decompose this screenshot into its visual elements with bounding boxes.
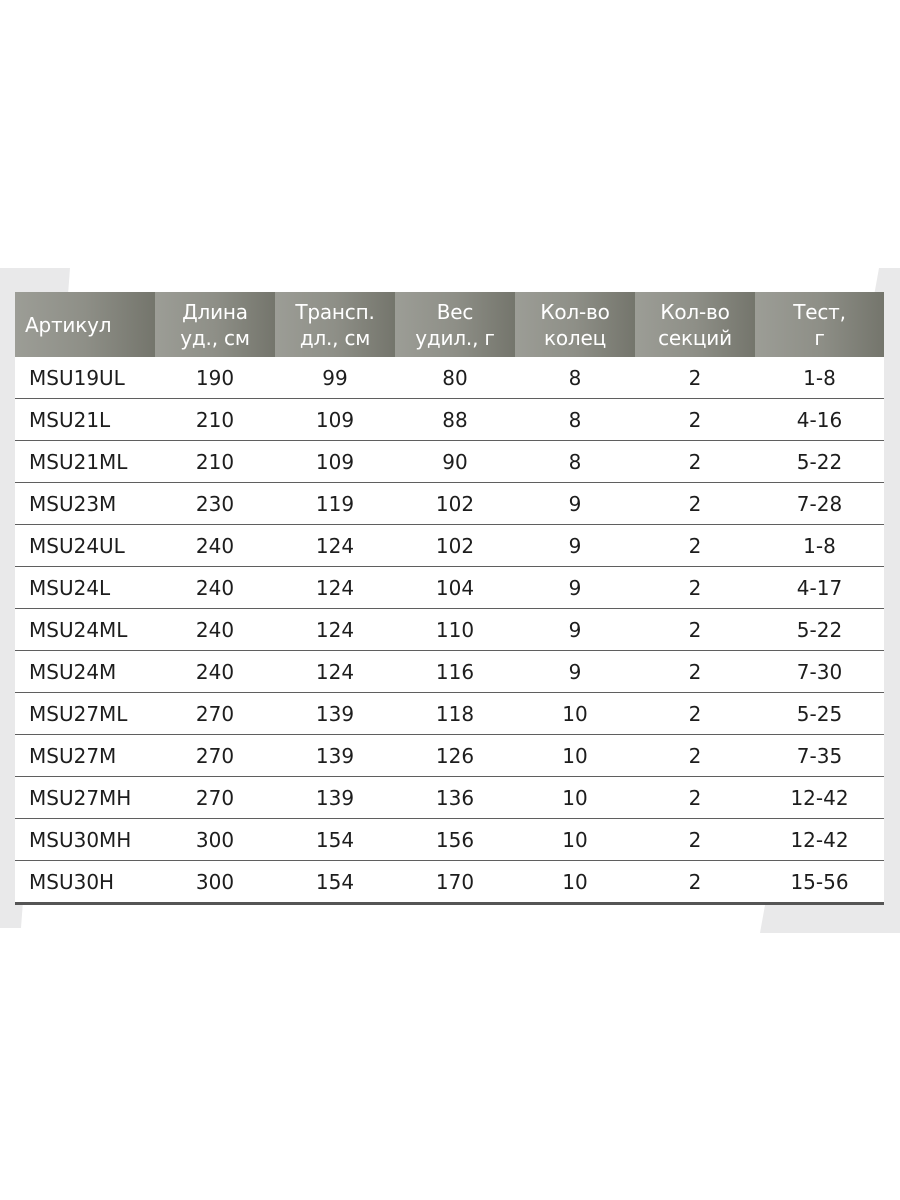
cell-rings: 10	[515, 777, 635, 819]
cell-rings: 10	[515, 861, 635, 904]
cell-transport-length: 124	[275, 525, 395, 567]
cell-test: 15-56	[755, 861, 884, 904]
cell-weight: 80	[395, 357, 515, 399]
cell-rings: 8	[515, 441, 635, 483]
cell-test: 1-8	[755, 525, 884, 567]
cell-article: MSU24M	[15, 651, 155, 693]
cell-rings: 9	[515, 483, 635, 525]
cell-length: 270	[155, 693, 275, 735]
cell-test: 1-8	[755, 357, 884, 399]
cell-length: 190	[155, 357, 275, 399]
cell-transport-length: 154	[275, 861, 395, 904]
cell-length: 240	[155, 567, 275, 609]
cell-weight: 116	[395, 651, 515, 693]
cell-article: MSU24L	[15, 567, 155, 609]
cell-article: MSU27M	[15, 735, 155, 777]
cell-article: MSU24ML	[15, 609, 155, 651]
cell-rings: 8	[515, 399, 635, 441]
header-test: Тест, г	[755, 292, 884, 357]
cell-weight: 102	[395, 483, 515, 525]
cell-weight: 118	[395, 693, 515, 735]
cell-rings: 10	[515, 819, 635, 861]
table-row	[15, 777, 884, 819]
cell-test: 5-22	[755, 441, 884, 483]
table-body	[15, 357, 884, 904]
header-rings-count: Кол-во колец	[515, 292, 635, 357]
cell-length: 240	[155, 525, 275, 567]
cell-test: 7-28	[755, 483, 884, 525]
table-row	[15, 651, 884, 693]
cell-rings: 10	[515, 735, 635, 777]
cell-length: 210	[155, 399, 275, 441]
cell-test: 12-42	[755, 777, 884, 819]
cell-test: 7-30	[755, 651, 884, 693]
cell-rings: 9	[515, 651, 635, 693]
table-row	[15, 441, 884, 483]
cell-transport-length: 124	[275, 651, 395, 693]
cell-weight: 88	[395, 399, 515, 441]
header-sections-count: Кол-во секций	[635, 292, 755, 357]
table-row	[15, 357, 884, 399]
cell-rings: 9	[515, 609, 635, 651]
header-transport-length: Трансп. дл., см	[275, 292, 395, 357]
cell-transport-length: 139	[275, 777, 395, 819]
cell-sections: 2	[635, 735, 755, 777]
table-row	[15, 819, 884, 861]
cell-sections: 2	[635, 861, 755, 904]
header-weight: Вес удил., г	[395, 292, 515, 357]
cell-length: 270	[155, 777, 275, 819]
cell-sections: 2	[635, 777, 755, 819]
cell-length: 240	[155, 609, 275, 651]
cell-weight: 156	[395, 819, 515, 861]
cell-article: MSU30MH	[15, 819, 155, 861]
cell-length: 240	[155, 651, 275, 693]
spec-table	[15, 292, 884, 905]
cell-length: 270	[155, 735, 275, 777]
table-row	[15, 609, 884, 651]
cell-weight: 110	[395, 609, 515, 651]
cell-transport-length: 124	[275, 609, 395, 651]
cell-article: MSU19UL	[15, 357, 155, 399]
cell-weight: 104	[395, 567, 515, 609]
table-row	[15, 399, 884, 441]
table-row	[15, 567, 884, 609]
cell-rings: 10	[515, 693, 635, 735]
cell-article: MSU24UL	[15, 525, 155, 567]
table-row	[15, 735, 884, 777]
cell-weight: 170	[395, 861, 515, 904]
header-length: Длина уд., см	[155, 292, 275, 357]
cell-transport-length: 124	[275, 567, 395, 609]
cell-weight: 102	[395, 525, 515, 567]
cell-test: 4-16	[755, 399, 884, 441]
cell-sections: 2	[635, 819, 755, 861]
header-article: Артикул	[15, 292, 155, 357]
cell-length: 230	[155, 483, 275, 525]
cell-article: MSU27ML	[15, 693, 155, 735]
cell-sections: 2	[635, 567, 755, 609]
cell-transport-length: 109	[275, 399, 395, 441]
cell-sections: 2	[635, 609, 755, 651]
cell-length: 300	[155, 819, 275, 861]
cell-article: MSU21L	[15, 399, 155, 441]
cell-test: 5-25	[755, 693, 884, 735]
table-row	[15, 861, 884, 904]
cell-rings: 8	[515, 357, 635, 399]
table-row	[15, 693, 884, 735]
cell-sections: 2	[635, 651, 755, 693]
cell-transport-length: 139	[275, 735, 395, 777]
cell-article: MSU27MH	[15, 777, 155, 819]
table-row	[15, 525, 884, 567]
cell-weight: 126	[395, 735, 515, 777]
cell-test: 4-17	[755, 567, 884, 609]
cell-article: MSU21ML	[15, 441, 155, 483]
cell-rings: 9	[515, 567, 635, 609]
cell-transport-length: 99	[275, 357, 395, 399]
cell-test: 12-42	[755, 819, 884, 861]
cell-sections: 2	[635, 441, 755, 483]
cell-test: 7-35	[755, 735, 884, 777]
cell-transport-length: 154	[275, 819, 395, 861]
cell-transport-length: 109	[275, 441, 395, 483]
cell-sections: 2	[635, 483, 755, 525]
table-row	[15, 483, 884, 525]
cell-weight: 90	[395, 441, 515, 483]
table-header-row	[15, 292, 884, 357]
cell-length: 300	[155, 861, 275, 904]
cell-article: MSU30H	[15, 861, 155, 904]
cell-test: 5-22	[755, 609, 884, 651]
cell-rings: 9	[515, 525, 635, 567]
cell-sections: 2	[635, 525, 755, 567]
cell-transport-length: 139	[275, 693, 395, 735]
cell-transport-length: 119	[275, 483, 395, 525]
cell-length: 210	[155, 441, 275, 483]
cell-sections: 2	[635, 693, 755, 735]
cell-sections: 2	[635, 357, 755, 399]
cell-weight: 136	[395, 777, 515, 819]
cell-sections: 2	[635, 399, 755, 441]
cell-article: MSU23M	[15, 483, 155, 525]
